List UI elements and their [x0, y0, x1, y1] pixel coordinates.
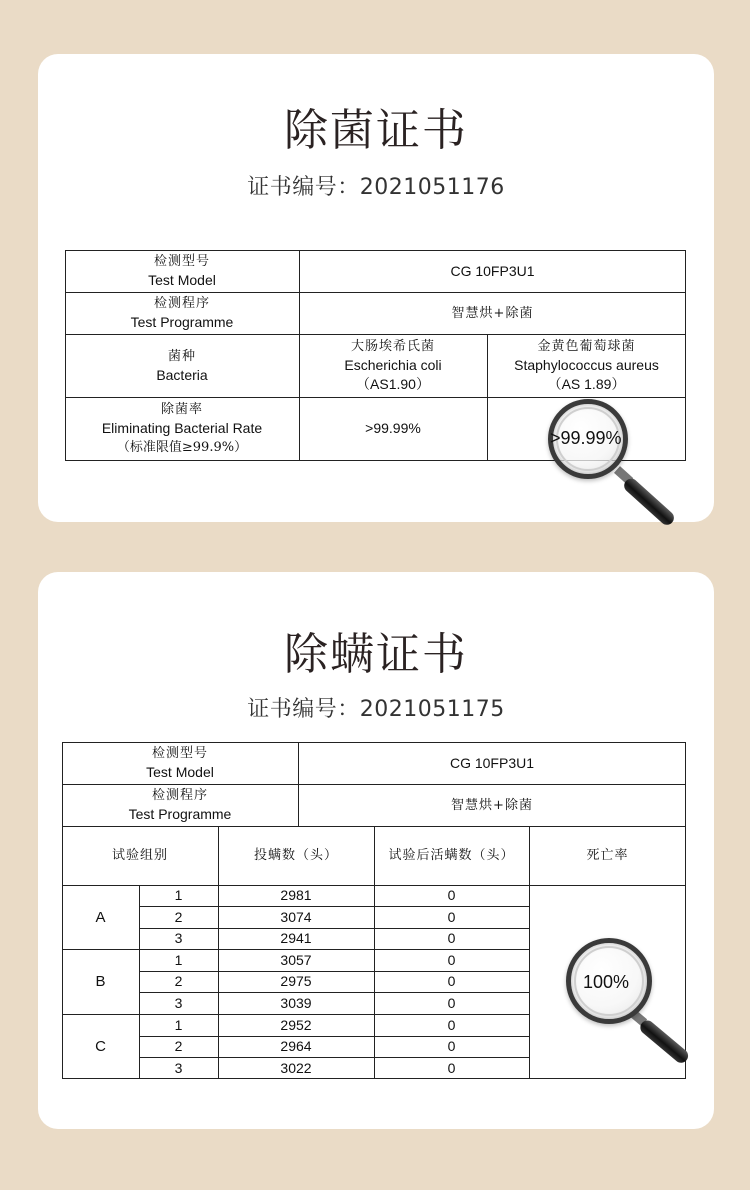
test-model-label — [65, 250, 299, 292]
mites-alive-value: 0 — [447, 1016, 456, 1033]
sub-group-number: 1 — [174, 1016, 183, 1033]
mites-alive-value: 0 — [447, 908, 456, 925]
bacteria-staph — [487, 334, 686, 397]
test-model-label — [62, 742, 298, 784]
staph-rate: >99.99% — [550, 428, 622, 448]
certificate-title: 除菌证书 — [284, 105, 468, 156]
mites-placed-value: 3057 — [280, 951, 312, 968]
test-model-label-cn: 检测型号 — [151, 746, 208, 761]
bacteria-label-cn: 菌种 — [167, 348, 196, 364]
elimination-rate-label-en: Eliminating Bacterial Rate — [101, 420, 263, 436]
mites-alive-value: 0 — [447, 1038, 456, 1054]
group-label: C — [95, 1038, 106, 1055]
staph-name-en: Staphylococcus aureus — [514, 357, 659, 373]
staph-code: （AS 1.89） — [547, 376, 626, 392]
mites-placed-value: 3039 — [280, 994, 312, 1011]
mites-placed-value: 3074 — [280, 908, 312, 925]
sub-group-number: 3 — [174, 994, 183, 1011]
test-programme-label-en: Test Programme — [130, 314, 234, 330]
group-label: A — [95, 908, 106, 926]
mites-placed-value: 2941 — [280, 930, 312, 946]
elimination-rate-label-cn: 除菌率 — [160, 402, 203, 417]
mites-placed-value: 2975 — [280, 973, 312, 989]
ecoli-code: （AS1.90） — [356, 376, 430, 392]
sub-group-number: 2 — [174, 1038, 183, 1054]
sub-group-number: 3 — [174, 1059, 183, 1076]
mites-alive-value: 0 — [447, 951, 456, 968]
sub-group-number: 1 — [174, 887, 183, 903]
test-programme-label — [65, 292, 299, 334]
test-programme-value: 智慧烘+除菌 — [451, 797, 533, 813]
test-model-label-cn: 检测型号 — [153, 254, 210, 269]
header-test-group: 试验组别 — [111, 848, 168, 863]
mites-alive-value: 0 — [447, 930, 456, 946]
mites-placed-value: 2964 — [280, 1038, 312, 1054]
mites-alive-value: 0 — [447, 973, 456, 989]
mites-placed-value: 2952 — [280, 1016, 312, 1033]
mites-alive-value: 0 — [447, 1059, 456, 1076]
mites-alive-value: 0 — [447, 887, 456, 903]
sub-group-number: 3 — [174, 930, 183, 946]
ecoli-rate: >99.99% — [365, 420, 421, 436]
bacteria-certificate-card — [38, 54, 714, 522]
sub-group-number: 2 — [174, 973, 183, 989]
test-model-label-en: Test Model — [146, 764, 214, 780]
bacteria-ecoli — [299, 334, 487, 397]
certificate-number: 证书编号：2021051176 — [247, 175, 505, 200]
elimination-rate-standard: （标准限值≥99.9%） — [116, 440, 248, 455]
certificate-title: 除螨证书 — [284, 629, 468, 680]
certificate-number: 证书编号：2021051175 — [247, 697, 505, 722]
sub-group-number: 2 — [174, 908, 183, 925]
test-programme-value: 智慧烘+除菌 — [451, 305, 534, 321]
test-programme-label-cn: 检测程序 — [153, 296, 210, 311]
mites-placed-value: 3022 — [280, 1059, 312, 1076]
death-rate-value: 100% — [583, 972, 630, 992]
test-programme-label-cn: 检测程序 — [151, 788, 208, 803]
test-programme-label — [62, 784, 298, 826]
bacteria-label-en: Bacteria — [156, 366, 208, 383]
bacteria-label — [65, 334, 299, 397]
test-model-value: CG 10FP3U1 — [449, 754, 535, 771]
sub-group-number: 1 — [174, 951, 183, 968]
mites-placed-value: 2981 — [280, 887, 312, 903]
ecoli-name-cn: 大肠埃希氏菌 — [350, 339, 435, 354]
elimination-rate-label — [65, 397, 299, 460]
mites-alive-value: 0 — [447, 994, 456, 1011]
ecoli-name-en: Escherichia coli — [344, 357, 442, 373]
staph-name-cn: 金黄色葡萄球菌 — [537, 339, 636, 354]
group-label: B — [95, 973, 106, 990]
test-model-label-en: Test Model — [148, 272, 216, 288]
header-mites-placed: 投螨数（头） — [253, 848, 338, 863]
header-death-rate: 死亡率 — [586, 848, 629, 863]
test-programme-label-en: Test Programme — [128, 806, 232, 822]
test-model-value: CG 10FP3U1 — [450, 262, 535, 279]
mite-certificate-card — [38, 572, 714, 1129]
header-mites-alive: 试验后活螨数（头） — [388, 848, 515, 863]
